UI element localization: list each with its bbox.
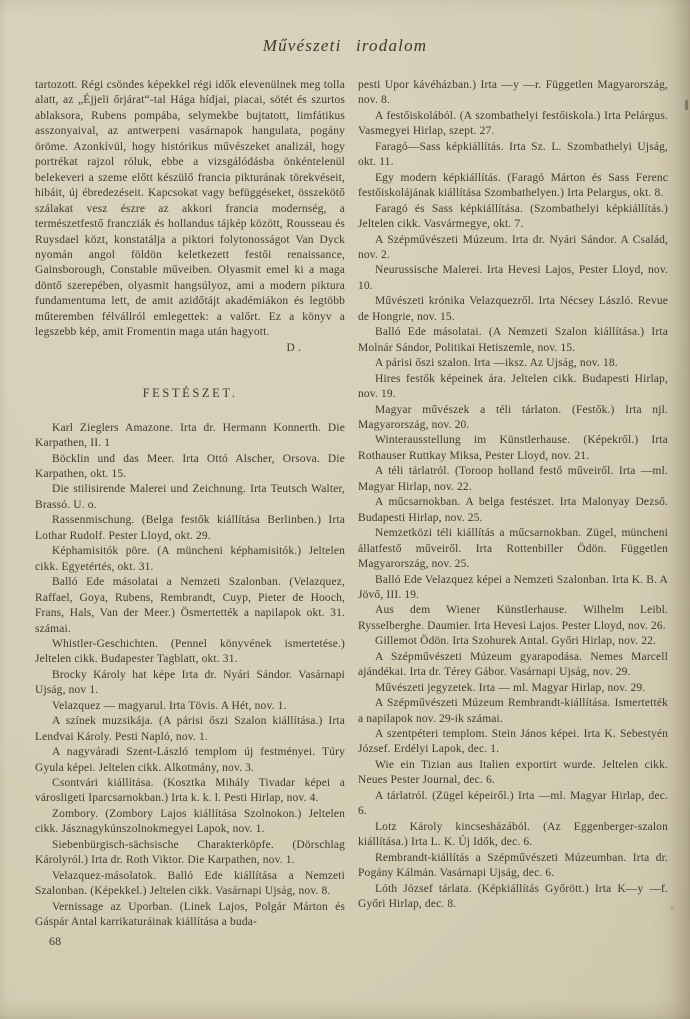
bibliography-entry: A színek muzsikája. (A párisi őszi Szalon kiállítása.) Irta Lendvai Károly. Pesti Napló, nov. 1. xyxy=(35,715,345,743)
bibliography-entry: Csontvári kiállítása. (Kosztka Mihály Tivadar képei a városligeti Iparcsarnokban.) Irta k. k. l. Pesti Hirlap, nov. 4. xyxy=(35,777,345,805)
bibliography-entry: Rassenmischung. (Belga festők kiállítása Berlinben.) Irta Lothar Rudolf. Pester Lloyd, okt. 29. xyxy=(35,514,345,542)
bibliography-entry: Rembrandt-kiállítás a Szépművészeti Múzeumban. Irta dr. Pogány Kálmán. Vasárnapi Ujság, dec. 6. xyxy=(358,851,668,880)
page-number: 68 xyxy=(49,933,62,948)
bibliography-entry: Zombory. (Zombory Lajos kiállítása Szolnokon.) Jeltelen cikk. Jásznagykúnszolnokmegyei Lapok, nov. 1. xyxy=(35,807,345,836)
bibliography-entry: A festőiskolából. (A szombathelyi festőiskola.) Irta Pelárgus. Vasmegyei Hirlap, szept. 27. xyxy=(358,109,668,138)
bibliography-entry: Karl Zieglers Amazone. Irta dr. Hermann Konnerth. Die Karpathen, II. 1 xyxy=(35,421,345,450)
bibliography-entry: Velazquez-másolatok. Balló Ede kiállítása a Nemzeti Szalonban. (Képekkel.) Jeltelen cikk. Vasárnapi Ujság, nov. 8. xyxy=(35,869,345,898)
bibliography-entry: Winterausstellung im Künstlerhause. (Képekről.) Irta Rothauser Ruttkay Miksa, Pester Lloyd, nov. 21. xyxy=(358,434,668,462)
bibliography-entry: Böcklin und das Meer. Irta Ottó Alscher, Orsova. Die Karpathen, okt. 15. xyxy=(35,452,345,480)
bibliography-entry: Brocky Károly hat képe Irta dr. Nyári Sándor. Vasárnapi Ujság, nov 1. xyxy=(35,668,345,697)
bibliography-entry: A párisi őszi szalon. Irta —iksz. Az Ujság, nov. 18. xyxy=(375,357,618,370)
bibliography-entry: Művészeti jegyzetek. Irta — ml. Magyar Hirlap, nov. 29. xyxy=(375,681,646,694)
text-columns xyxy=(35,78,668,949)
bibliography-entry: Magyar művészek a téli tárlaton. (Festők.) Irta njl. Magyarország, nov. 20. xyxy=(358,403,668,431)
bibliography-entry: Képhamisitók pöre. (A müncheni képhamisitók.) Jeltelen cikk. Egyetértés, okt. 31. xyxy=(35,545,345,573)
bibliography-entry: Balló Ede Velazquez képei a Nemzeti Szalonban. Irta K. B. A Jövő, III. 19. xyxy=(358,573,668,601)
bibliography-entry: Aus dem Wiener Künstlerhause. Wilhelm Leibl. Rysselberghe. Daumier. Irta Hevesi Lajos. Pester Lloyd, nov. 26. xyxy=(358,604,668,632)
bibliography-entry: Balló Ede másolatai a Nemzeti Szalonban. (Velazquez, Raffael, Goya, Rubens, Rembrandt, Cuyp, Pieter de Hooch, Frans, Hals, Van der Meer.) Ösmertették a napilapok okt. 31. számai. xyxy=(35,576,345,635)
left-column xyxy=(35,78,345,949)
bibliography-entry: Die stilisirende Malerei und Zeichnung. Irta Teutsch Walter, Brassó. U. o. xyxy=(35,483,345,511)
scan-edge-artifact xyxy=(685,100,688,110)
bibliography-entry: A Szépművészeti Múzeum gyarapodása. Nemes Marcell ajándékai. Irta dr. Térey Gábor. Vasárnapi Ujság, nov. 29. xyxy=(358,650,668,679)
bibliography-entry: Lotz Károly kincsesházából. (Az Eggenberger-szalon kiállítása.) Irta L. K. Új Idők, dec. 6. xyxy=(358,820,668,849)
bibliography-entry: A szentpéteri templom. Stein János képei. Irta K. Sebestyén József. Erdélyi Lapok, dec. 1. xyxy=(358,728,668,756)
bibliography-entry: Balló Ede másolatai. (A Nemzeti Szalon kiállítása.) Irta Molnár Sándor, Politikai Hetiszemle, nov. 15. xyxy=(358,326,668,354)
bibliography-entry: Hires festők képeinek ára. Jeltelen cikk. Budapesti Hirlap, nov. 19. xyxy=(358,372,668,401)
bibliography-entry: A műcsarnokban. A belga festészet. Irta Malonyay Dezső. Budapesti Hirlap, nov. 25. xyxy=(358,496,668,524)
bibliography-entry: Siebenbürgisch-sächsische Charakterköpfe. (Dörschlag Károlyról.) Irta dr. Roth Viktor. Die Karpathen, nov. 1. xyxy=(35,838,345,867)
bibliography-entry: Faragó—Sass képkiállítás. Irta Sz. L. Szombathelyi Ujság, okt. 11. xyxy=(358,140,668,169)
bibliography-entry: Lóth József tárlata. (Képkiállítás Győrött.) Irta K—y —f. Győri Hirlap, dec. 8. xyxy=(358,882,668,911)
bibliography-entry: Neurussische Malerei. Irta Hevesi Lajos, Pester Lloyd, nov. 10. xyxy=(358,264,668,292)
bibliography-entry: Wie ein Tizian aus Italien exportirt wurde. Jeltelen cikk. Neues Pester Journal, dec. 6. xyxy=(358,758,668,787)
bibliography-entry: Whistler-Geschichten. (Pennel könyvének ismertetése.) Jeltelen cikk. Budapester Tagblatt, okt. 31. xyxy=(35,637,345,666)
bibliography-entry: Velazquez — magyarul. Irta Tövis. A Hét, nov. 1. xyxy=(52,699,287,712)
bibliography-entry: A nagyváradi Szent-László templom új festményei. Túry Gyula képei. Jeltelen cikk. Alkotmány, nov. 3. xyxy=(35,746,345,774)
right-column xyxy=(358,78,668,949)
bibliography-entry: A Szépművészeti Múzeum Rembrandt-kiállítása. Ismertették a napilapok nov. 29-ik számai. xyxy=(358,697,668,725)
bibliography-entry: Vernissage az Uporban. (Linek Lajos, Polgár Márton és Gáspár Antal karrikaturáinak kiállítása a buda- xyxy=(35,900,345,929)
bibliography-entry: Faragó és Sass képkiállítása. (Szombathelyi képkiállítás.) Jeltelen cikk. Vasvármegye, okt. 7. xyxy=(358,202,668,231)
bibliography-entry: Gillemot Ödön. Irta Szohurek Antal. Győri Hirlap, nov. 22. xyxy=(375,635,657,648)
section-heading-festeszet: FESTÉSZET. xyxy=(142,386,238,401)
bibliography-entry: Nemzetközi téli kiállítás a műcsarnokban. Zügel, müncheni állatfestő műveiről. Irta Rottenbiller Ödön. Független Magyarország, nov. 25. xyxy=(358,527,668,571)
running-header: Művészeti irodalom xyxy=(262,36,428,55)
scan-speck-artifact xyxy=(670,906,674,910)
author-signature: D . xyxy=(286,341,301,354)
bibliography-entry: Egy modern képkiállítás. (Faragó Márton és Sass Ferenc festőiskolájának kiállítása Szombathelyen.) Irta Pelargus, okt. 8. xyxy=(358,171,668,200)
bibliography-entry: A tárlatról. (Zügel képeiről.) Irta —ml. Magyar Hirlap, dec. 6. xyxy=(358,789,668,818)
bibliography-entry: Művészeti krónika Velazquezről. Irta Nécsey László. Revue de Hongrie, nov. 15. xyxy=(358,295,668,323)
bibliography-entry: pesti Upor kávéházban.) Irta —y —r. Független Magyarország, nov. 8. xyxy=(358,79,668,107)
bibliography-entry: A téli tárlatról. (Toroop holland festő műveiről. Irta —ml. Magyar Hirlap, nov. 22. xyxy=(358,465,668,493)
intro-paragraph: tartozott. Régi csöndes képekkel régi idők elevenülnek meg tolla alatt, az „Éjjeli őrjárat“-tal Hága hídjai, piacai, sötét és szurtos ablaksora, Rubens pompába, selymekbe bujtatott, limfátikus asszonyaival, az antwerpeni vasárnapok hangulata, pogány öröme. Azonkívül, hogy histórikus művészeket analizál, hogy portrékat rajzol róluk, ebbe a vizsgálódásba önkéntelenül belekeveri a szeme előtt készülő francia pikturának törekvéseit, hibáit, új ébredezéseit. Kapcsokat vagy befüggéseket, összekötő szálakat vesz észre az akkori francia modernség, a természetfestő francziák és hollandus tájkép között, Rousseau és Ruysdael közt, konstatálja a piktori folytonosságot Van Dyck nyomán angol földön keletkezett festői renaissance, Gainsborough, Constable műveiben. Olyasmit emel ki a maga döntő szerepében, olyasmit hangsúlyoz, ami a modern piktura fundamentuma lett, de amit azidőtájt akadémiákon és legtöbb műteremben félvállról emlegettek: a valőrt. Ez a könyv a legszebb kép, amit Fromentin maga után hagyott. xyxy=(35,79,345,339)
bibliography-entry: A Szépművészeti Múzeum. Irta dr. Nyári Sándor. A Család, nov. 2. xyxy=(358,233,668,261)
